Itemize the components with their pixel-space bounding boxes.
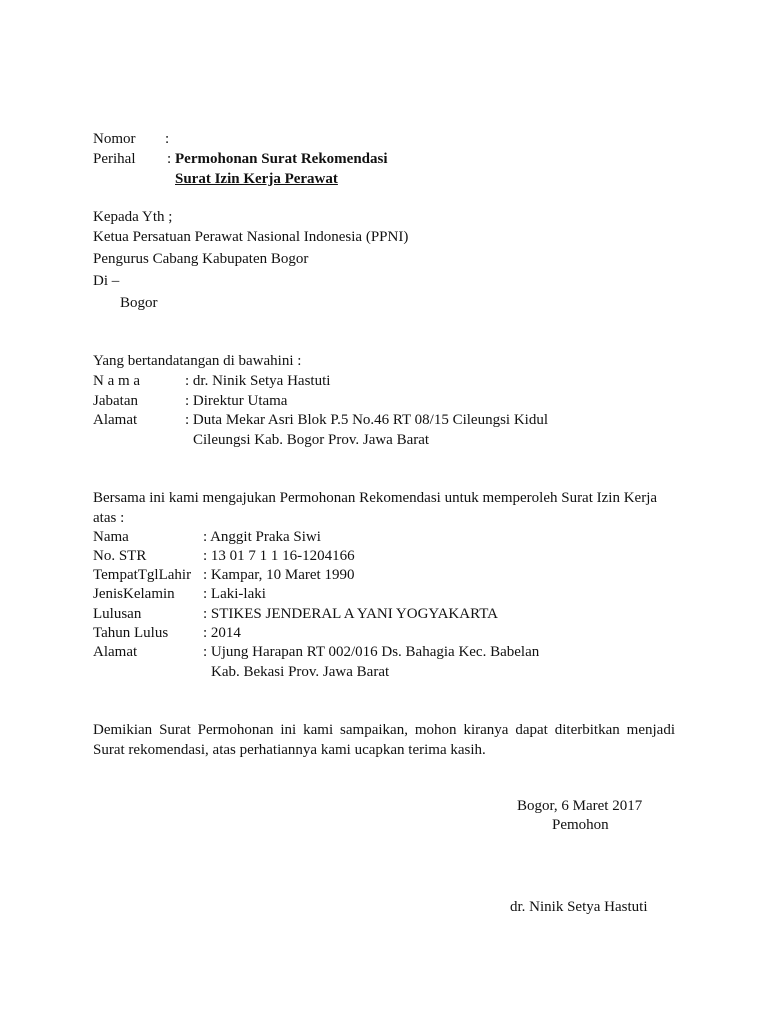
signatory-label-jabatan: Jabatan (93, 393, 138, 409)
perihal-colon: : (167, 151, 172, 167)
applicant-label-gender: JenisKelamin (93, 586, 175, 602)
applicant-label-alamat: Alamat (93, 644, 138, 660)
applicant-address-cont: Kab. Bekasi Prov. Jawa Barat (211, 664, 390, 680)
applicant-label-ttl: TempatTglLahir (93, 567, 192, 583)
perihal-subject-line2: Surat Izin Kerja Perawat (175, 171, 338, 187)
applicant-value-nama: : Anggit Praka Siwi (203, 529, 321, 545)
applicant-value-ttl: : Kampar, 10 Maret 1990 (203, 567, 355, 583)
signature-role: Pemohon (552, 817, 609, 833)
signature-name: dr. Ninik Setya Hastuti (510, 899, 648, 915)
signatory-value-jabatan: : Direktur Utama (185, 393, 288, 409)
recipient-greeting: Kepada Yth ; (93, 209, 173, 225)
signatory-address-cont: Cileungsi Kab. Bogor Prov. Jawa Barat (193, 432, 430, 448)
applicant-value-str: : 13 01 7 1 1 16-1204166 (203, 548, 355, 564)
applicant-value-tahun: : 2014 (203, 625, 241, 641)
applicant-intro-line1: Bersama ini kami mengajukan Permohonan Rekomendasi untuk memperoleh Surat Izin Kerja (93, 490, 658, 506)
applicant-intro-line2: atas : (93, 510, 125, 526)
recipient-line3: Di – (93, 273, 120, 289)
applicant-label-lulusan: Lulusan (93, 606, 142, 622)
signature-place-date: Bogor, 6 Maret 2017 (517, 798, 643, 814)
signatory-value-nama: : dr. Ninik Setya Hastuti (185, 373, 331, 389)
applicant-label-nama: Nama (93, 529, 129, 545)
nomor-label: Nomor (93, 131, 136, 147)
recipient-line1: Ketua Persatuan Perawat Nasional Indonesia (PPNI) (93, 229, 409, 245)
applicant-value-gender: : Laki-laki (203, 586, 266, 602)
applicant-label-str: No. STR (93, 548, 147, 564)
applicant-label-tahun: Tahun Lulus (93, 625, 169, 641)
applicant-value-lulusan: : STIKES JENDERAL A YANI YOGYAKARTA (203, 606, 498, 622)
signatory-value-alamat: : Duta Mekar Asri Blok P.5 No.46 RT 08/15 Cileungsi Kidul (185, 412, 548, 428)
signatory-intro: Yang bertandatangan di bawahini : (93, 353, 302, 369)
recipient-city: Bogor (120, 295, 158, 311)
applicant-value-alamat: : Ujung Harapan RT 002/016 Ds. Bahagia Kec. Babelan (203, 644, 540, 660)
nomor-colon: : (165, 131, 170, 147)
signatory-label-alamat: Alamat (93, 412, 138, 428)
perihal-subject-line1: Permohonan Surat Rekomendasi (175, 151, 388, 167)
recipient-line2: Pengurus Cabang Kabupaten Bogor (93, 251, 309, 267)
perihal-label: Perihal (93, 151, 136, 167)
closing-paragraph: Demikian Surat Permohonan ini kami sampaikan, mohon kiranya dapat diterbitkan menjadi Surat rekomendasi, atas perhatiannya kami ucapkan terima kasih. (93, 722, 675, 758)
signatory-label-nama: N a m a (93, 373, 141, 389)
